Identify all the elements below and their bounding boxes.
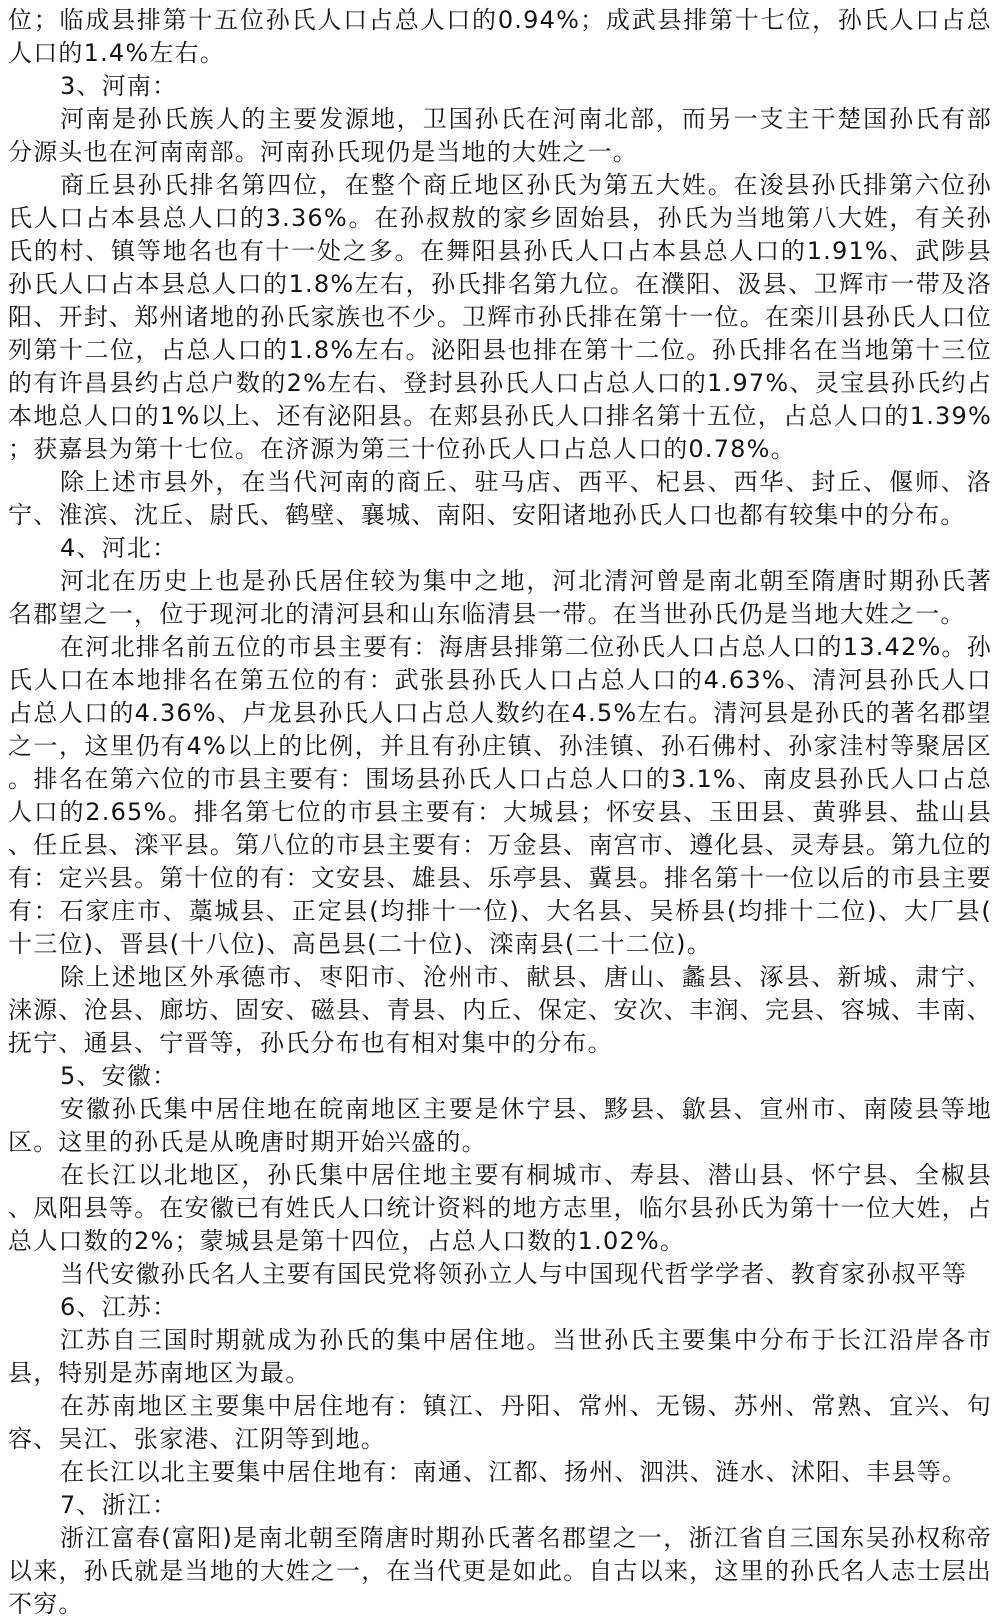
paragraph: 河南是孙氏族人的主要发源地，卫国孙氏在河南北部，而另一支主干楚国孙氏有部分源头也在河南南部。河南孙氏现仍是当地的大姓之一。 — [8, 105, 992, 166]
paragraph: 在长江以北地区，孙氏集中居住地主要有桐城市、寿县、潜山县、怀宁县、全椒县、凤阳县等。在安徽已有姓氏人口统计资料的地方志里，临尔县孙氏为第十一位大姓，占总人口数的2%；蒙城县是第十四位，占总人口数的1.02%。 — [8, 1161, 992, 1255]
section-heading-zhejiang: 7、浙江： — [60, 1491, 178, 1519]
paragraph: 商丘县孙氏排名第四位，在整个商丘地区孙氏为第五大姓。在浚县孙氏排第六位孙氏人口占本县总人口的3.36%。在孙叔敖的家乡固始县，孙氏为当地第八大姓，有关孙氏的村、镇等地名也有十一处之多。在舞阳县孙氏人口占本县总人口的1.91%、武陟县孙氏人口占本县总人口的1.8%左右，孙氏排名第九位。在濮阳、汲县、卫辉市一带及洛阳、开封、郑州诸地的孙氏家族也不少。卫辉市孙氏排在第十一位。在栾川县孙氏人口位列第十二位，占总人口的1.8%左右。泌阳县也排在第十二位。孙氏排名在当地第十三位的有许昌县约占总户数的2%左右、登封县孙氏人口占总人口的1.97%、灵宝县孙氏约占本地总人口的1%以上、还有泌阳县。在郏县孙氏人口排名第十五位，占总人口的1.39%；获嘉县为第十七位。在济源为第三十位孙氏人口占总人口的0.78%。 — [8, 171, 992, 463]
paragraph: 除上述市县外，在当代河南的商丘、驻马店、西平、杞县、西华、封丘、偃师、洛宁、淮滨、沈丘、尉氏、鹤壁、襄城、南阳、安阳诸地孙氏人口也都有较集中的分布。 — [8, 468, 992, 529]
paragraph: 除上述地区外承德市、枣阳市、沧州市、献县、唐山、蠡县、涿县、新城、肃宁、涞源、沧县、廊坊、固安、磁县、青县、内丘、保定、安次、丰润、完县、容城、丰南、抚宁、通县、宁晋等，孙氏分布也有相对集中的分布。 — [8, 963, 992, 1057]
section-heading-anhui: 5、安徽： — [60, 1062, 178, 1090]
paragraph: 当代安徽孙氏名人主要有国民党将领孙立人与中国现代哲学学者、教育家孙叔平等 — [60, 1260, 968, 1288]
paragraph: 河北在历史上也是孙氏居住较为集中之地，河北清河曾是南北朝至隋唐时期孙氏著名郡望之一，位于现河北的清河县和山东临清县一带。在当世孙氏仍是当地大姓之一。 — [8, 567, 992, 628]
paragraph: 在河北排名前五位的市县主要有：海唐县排第二位孙氏人口占总人口的13.42%。孙氏人口在本地排名在第五位的有：武张县孙氏人口占总人口的4.63%、清河县孙氏人口占总人口的4.36%、卢龙县孙氏人口占总人数约在4.5%左右。清河县是孙氏的著名郡望之一，这里仍有4%以上的比例，并且有孙庄镇、孙洼镇、孙石佛村、孙家洼村等聚居区。排名在第六位的市县主要有：围场县孙氏人口占总人口的3.1%、南皮县孙氏人口占总人口的2.65%。排名第七位的市县主要有：大城县；怀安县、玉田县、黄骅县、盐山县、任丘县、滦平县。第八位的市县主要有：万金县、南宫市、遵化县、灵寿县。第九位的有：定兴县。第十位的有：文安县、雄县、乐亭县、冀县。排名第十一位以后的市县主要有：石家庄市、藁城县、正定县(均排十一位)、大名县、吴桥县(均排十二位)、大厂县(十三位)、晋县(十八位)、高邑县(二十位)、滦南县(二十二位)。 — [8, 633, 992, 958]
paragraph: 江苏自三国时期就成为孙氏的集中居住地。当世孙氏主要集中分布于长江沿岸各市县，特别是苏南地区为最。 — [8, 1326, 992, 1387]
paragraph: 浙江富春(富阳)是南北朝至隋唐时期孙氏著名郡望之一，浙江省自三国东吴孙权称帝以来，孙氏就是当地的大姓之一，在当代更是如此。自古以来，这里的孙氏名人志士层出不穷。 — [8, 1524, 992, 1618]
section-heading-jiangsu: 6、江苏： — [60, 1293, 178, 1321]
paragraph: 安徽孙氏集中居住地在皖南地区主要是休宁县、黟县、歙县、宣州市、南陵县等地区。这里的孙氏是从晚唐时期开始兴盛的。 — [8, 1095, 992, 1156]
section-heading-hebei: 4、河北： — [60, 534, 178, 562]
paragraph: 在长江以北主要集中居住地有：南通、江都、扬州、泗洪、涟水、沭阳、丰县等。 — [60, 1458, 968, 1486]
paragraph: 位；临成县排第十五位孙氏人口占总人口的0.94%；成武县排第十七位，孙氏人口占总人口的1.4%左右。 — [8, 6, 992, 67]
paragraph: 在苏南地区主要集中居住地有：镇江、丹阳、常州、无锡、苏州、常熟、宜兴、句容、吴江、张家港、江阴等到地。 — [8, 1392, 992, 1453]
section-heading-henan: 3、河南： — [60, 72, 178, 100]
